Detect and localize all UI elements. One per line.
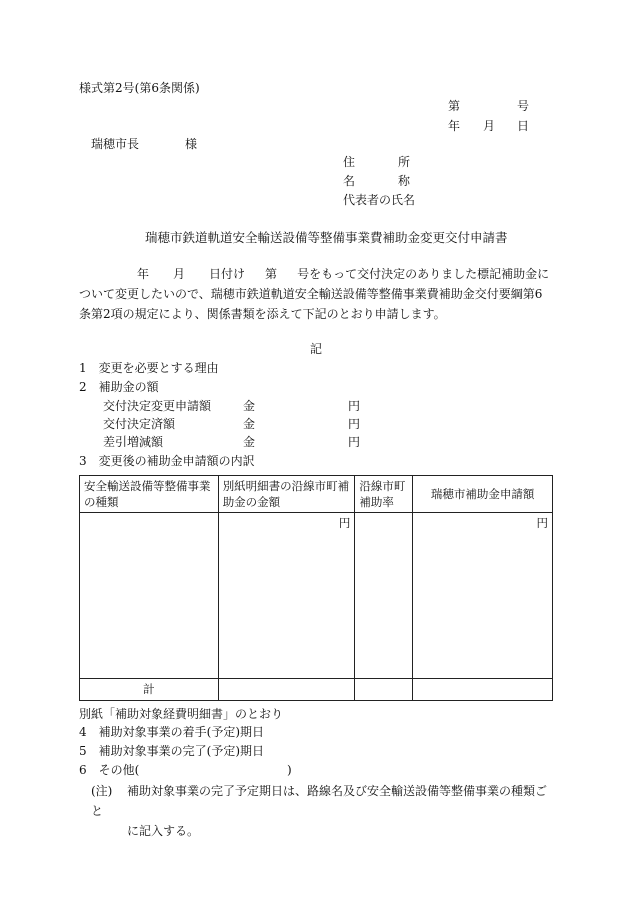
- amount-en-change: 円: [348, 399, 361, 413]
- amount-kin-change: 金: [243, 399, 256, 413]
- header-mizuho-amount: 瑞穂市補助金申請額: [413, 476, 553, 513]
- table-body-row: [80, 513, 553, 679]
- item-5: 5 補助対象事業の完了(予定)期日: [79, 744, 264, 758]
- total-mizuho-amount[interactable]: [413, 679, 553, 701]
- amount-label-decided: 交付決定済額: [103, 417, 176, 431]
- item-6-prefix: 6 その他(: [79, 763, 140, 777]
- amount-kin-decided: 金: [243, 417, 256, 431]
- header-subsidy-rate: 沿線市町補助率: [355, 476, 413, 513]
- address-label-1: 住: [343, 155, 356, 169]
- total-label: 計: [80, 679, 219, 701]
- table-total-row: [80, 679, 553, 701]
- representative-label: 代表者の氏名: [343, 193, 416, 207]
- breakdown-table: [79, 475, 553, 701]
- unit-en: 円: [338, 516, 351, 530]
- date-day: 日: [517, 119, 530, 133]
- amount-label-diff: 差引増減額: [103, 435, 164, 449]
- item-4: 4 補助対象事業の着手(予定)期日: [79, 725, 264, 739]
- amount-kin-diff: 金: [243, 435, 256, 449]
- name-label-1: 名: [343, 174, 356, 188]
- amount-en-diff: 円: [348, 435, 361, 449]
- unit-en: 円: [536, 516, 548, 530]
- item-3: 3 変更後の補助金申請額の内訳: [79, 454, 255, 468]
- address-label-2: 所: [398, 155, 411, 169]
- body-text: 号をもって交付決定のありました標記補助金について変更したいので、瑞穂市鉄道軌道安全輸送設備等整備事業費補助金交付要綱第6条第2項の規定により、関係書類を添えて下記のとおり申請します。: [79, 267, 550, 321]
- body-paragraph: [79, 264, 553, 324]
- total-municipal-subsidy[interactable]: [218, 679, 355, 701]
- item-2: 2 補助金の額: [79, 380, 159, 394]
- footnote: [91, 781, 553, 841]
- number-prefix: 第: [448, 99, 461, 113]
- amount-label-change: 交付決定変更申請額: [103, 399, 212, 413]
- header-project-type: 安全輸送設備等整備事業の種類: [80, 476, 219, 513]
- name-label-2: 称: [398, 174, 411, 188]
- date-month: 月: [483, 119, 496, 133]
- ki-heading: 記: [310, 342, 323, 356]
- date-year: 年: [448, 119, 461, 133]
- number-suffix: 号: [517, 99, 530, 113]
- item-6-suffix: ): [287, 763, 292, 777]
- document-title: 瑞穂市鉄道軌道安全輸送設備等整備事業費補助金変更交付申請書: [145, 230, 508, 245]
- footnote-line-1: 補助対象事業の完了予定期日は、路線名及び安全輸送設備等整備事業の種類ごと: [91, 784, 548, 818]
- body-day-suffix: 日付け: [209, 267, 246, 281]
- body-year: 年: [137, 267, 150, 281]
- total-subsidy-rate[interactable]: [355, 679, 413, 701]
- attachment-note: 別紙「補助対象経費明細書」のとおり: [79, 707, 284, 721]
- cell-municipal-subsidy[interactable]: [218, 513, 355, 679]
- item-1: 1 変更を必要とする理由: [79, 361, 219, 375]
- footnote-label: (注): [91, 784, 113, 798]
- body-month: 月: [173, 267, 186, 281]
- cell-mizuho-amount[interactable]: [413, 513, 553, 679]
- cell-project-type[interactable]: [80, 513, 219, 679]
- amount-en-decided: 円: [348, 417, 361, 431]
- addressee-honorific: 様: [185, 137, 198, 151]
- header-municipal-subsidy: 別紙明細書の沿線市町補助金の金額: [218, 476, 355, 513]
- footnote-line-2: に記入する。: [127, 824, 200, 838]
- form-id: 様式第2号(第6条関係): [79, 81, 200, 95]
- table-header-row: [80, 476, 553, 513]
- cell-subsidy-rate[interactable]: [355, 513, 413, 679]
- addressee-name: 瑞穂市長: [91, 137, 140, 151]
- body-number-prefix: 第: [265, 267, 278, 281]
